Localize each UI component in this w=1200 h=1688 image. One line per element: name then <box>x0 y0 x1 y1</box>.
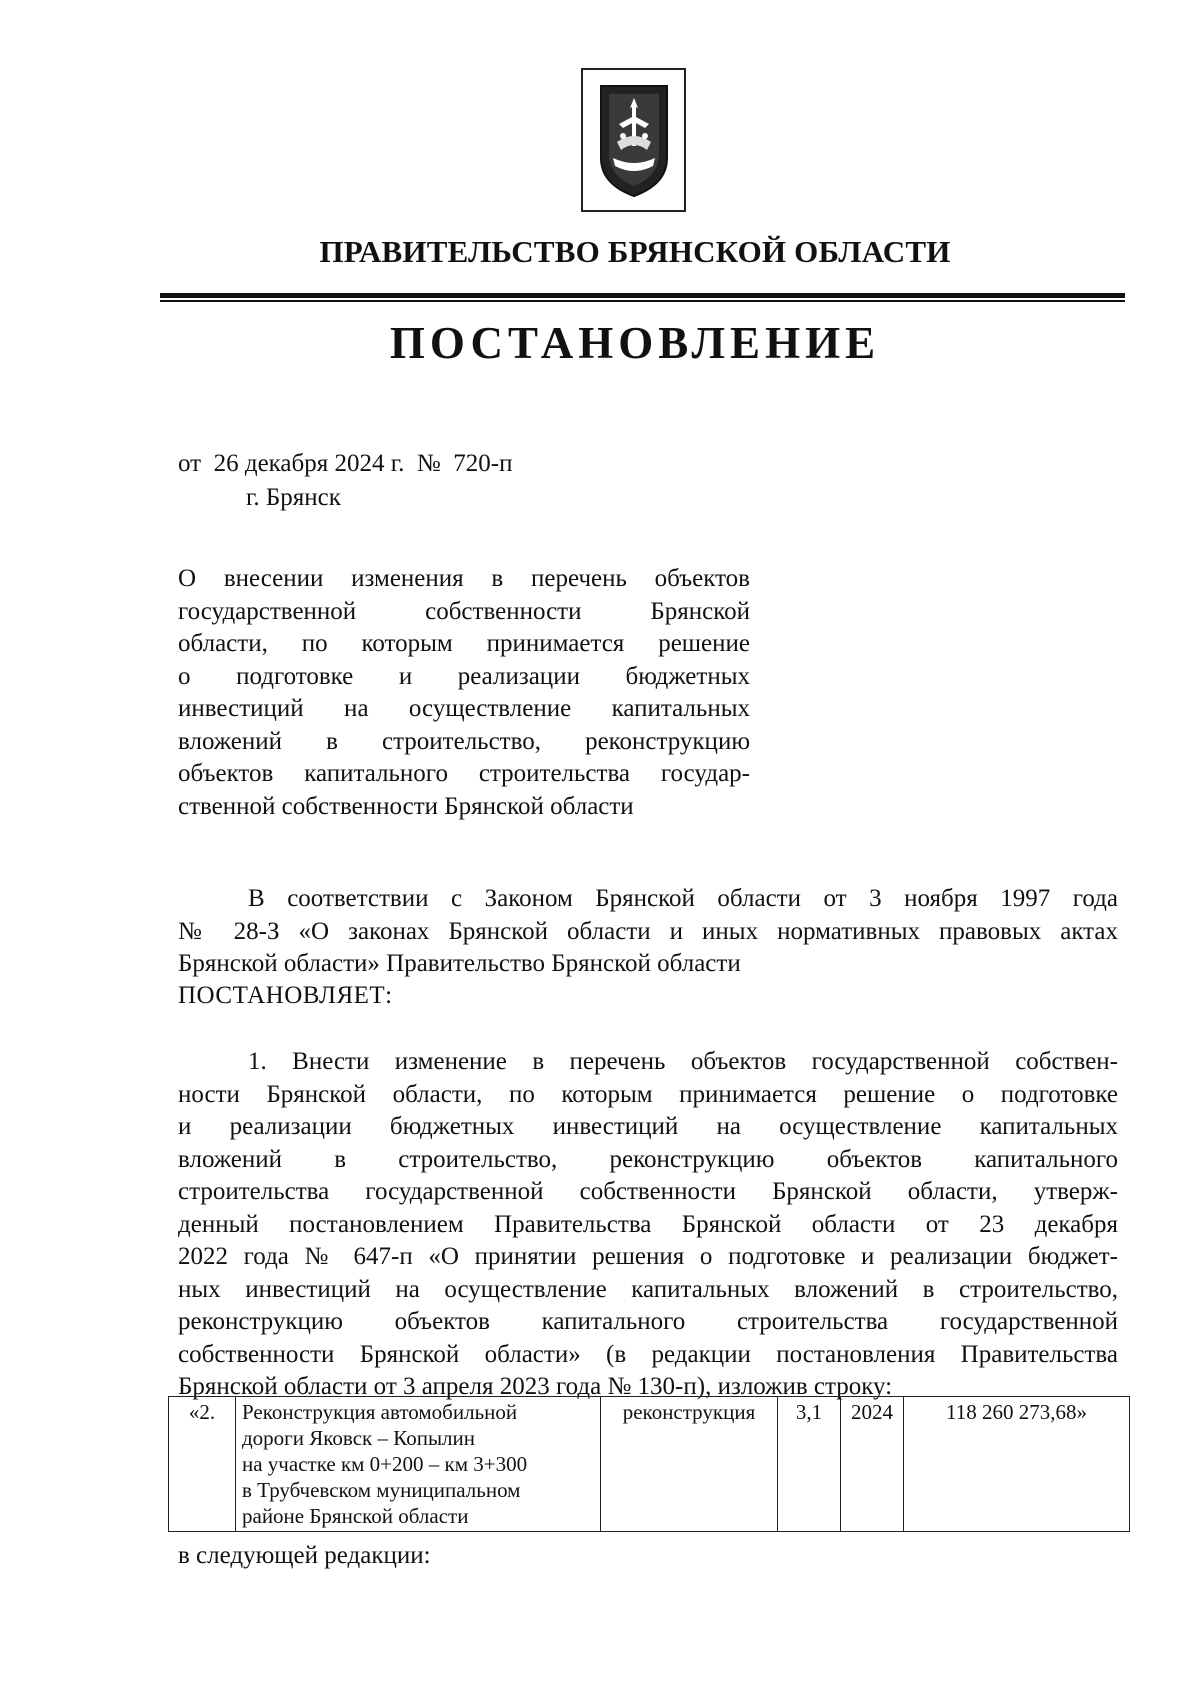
emblem-frame <box>581 68 686 212</box>
next-edition-line: в следующей редакции: <box>178 1542 431 1569</box>
coat-of-arms-icon <box>597 80 671 200</box>
header-rule-thin <box>160 300 1125 302</box>
object-name-line: на участке км 0+200 – км 3+300 <box>242 1452 528 1476</box>
item-1-line: реконструкцию объектов капитального строительства государственной <box>178 1308 1118 1335</box>
preamble-line: В соответствии с Законом Брянской области от 3 ноября 1997 года <box>248 885 1118 912</box>
cell-number: «2. <box>169 1397 236 1532</box>
cell-amount: 118 260 273,68» <box>904 1397 1130 1532</box>
item-1-line: вложений в строительство, реконструкцию объектов капитального <box>178 1145 1118 1173</box>
table-row <box>169 1397 1130 1532</box>
preamble-line: № 28-З «О законах Брянской области и иных нормативных правовых актах <box>178 917 1118 945</box>
organization-title: ПРАВИТЕЛЬСТВО БРЯНСКОЙ ОБЛАСТИ <box>319 234 951 269</box>
item-1-line: строительства государственной собственности Брянской области, утверж- <box>178 1178 1118 1205</box>
header-rule-thick <box>160 293 1125 298</box>
cell-year: 2024 <box>841 1397 904 1532</box>
item-1-line: собственности Брянской области» (в редакции постановления Правительства <box>178 1340 1118 1368</box>
cell-length: 3,1 <box>778 1397 841 1532</box>
subject-line: О внесении изменения в перечень объектов <box>178 565 750 592</box>
item-1-line: 1. Внести изменение в перечень объектов государственной собствен- <box>248 1048 1118 1075</box>
object-name-line: районе Брянской области <box>242 1504 469 1528</box>
subject-line: государственной собственности Брянской <box>178 597 750 625</box>
subject-block <box>178 563 750 823</box>
item-1-line: и реализации бюджетных инвестиций на осуществление капитальных <box>178 1113 1118 1140</box>
subject-line: вложений в строительство, реконструкцию <box>178 727 750 755</box>
object-name-line: в Трубчевском муниципальном <box>242 1478 521 1502</box>
item-1-line: Брянской области от 3 апреля 2023 года № 130-п), изложив строку: <box>178 1373 893 1400</box>
object-name-line: Реконструкция автомобильной <box>242 1400 518 1424</box>
subject-line: о подготовке и реализации бюджетных <box>178 662 750 690</box>
item-1-line: ности Брянской области, по которым принимается решение о подготовке <box>178 1080 1118 1108</box>
item-1-line: денный постановлением Правительства Брянской области от 23 декабря <box>178 1210 1118 1238</box>
resolves-heading: ПОСТАНОВЛЯЕТ: <box>178 982 393 1009</box>
preamble-paragraph <box>178 883 1118 981</box>
subject-line: объектов капитального строительства государ- <box>178 760 750 787</box>
cell-work-type: реконструкция <box>601 1397 778 1532</box>
date-number-line: от 26 декабря 2024 г. № 720-п <box>178 450 513 477</box>
item-1-line: ных инвестиций на осуществление капитальных вложений в строительство, <box>178 1275 1118 1303</box>
objects-table <box>168 1396 1130 1532</box>
city-line: г. Брянск <box>246 484 341 511</box>
subject-line: области, по которым принимается решение <box>178 630 750 657</box>
item-1-line: 2022 года № 647-п «О принятии решения о подготовке и реализации бюджет- <box>178 1243 1118 1270</box>
object-name-line: дороги Яковск – Копылин <box>242 1426 476 1450</box>
item-1-paragraph <box>178 1046 1118 1404</box>
subject-line: инвестиций на осуществление капитальных <box>178 695 750 722</box>
subject-line: ственной собственности Брянской области <box>178 792 634 820</box>
cell-object-name <box>236 1397 601 1532</box>
preamble-line: Брянской области» Правительство Брянской области <box>178 950 741 977</box>
document-type-title: ПОСТАНОВЛЕНИЕ <box>389 318 881 368</box>
